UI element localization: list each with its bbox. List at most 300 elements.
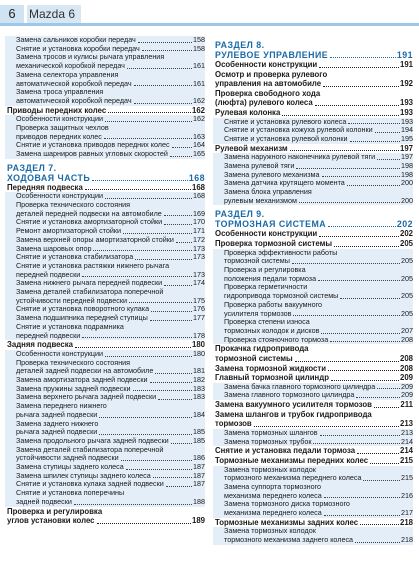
toc-page-number: 173 bbox=[193, 243, 205, 253]
dot-leader bbox=[155, 373, 192, 374]
toc-page-number: 182 bbox=[193, 374, 205, 384]
toc-subentry bbox=[5, 262, 205, 279]
toc-entry-text: задней подвески bbox=[16, 496, 72, 506]
toc-page-number: 208 bbox=[401, 334, 413, 344]
toc-entry-text: Замена датчика крутящего момента bbox=[224, 178, 345, 188]
dot-leader bbox=[105, 198, 192, 199]
dot-leader bbox=[93, 250, 192, 251]
dot-leader bbox=[356, 397, 400, 398]
toc-page-number: 183 bbox=[193, 383, 205, 393]
toc-page-number: 216 bbox=[401, 490, 413, 500]
toc-entry-text: Проверка работы вакуумного bbox=[224, 299, 323, 309]
dot-leader bbox=[134, 85, 192, 86]
toc-entry-text: Снятие и установка стабилизатора bbox=[16, 252, 134, 262]
dot-leader bbox=[150, 320, 192, 321]
toc-page-number: 193 bbox=[399, 107, 413, 117]
toc-page-number: 168 bbox=[188, 172, 205, 183]
toc-entry-text: Особенности конструкции bbox=[16, 191, 104, 201]
toc-section-heading bbox=[5, 163, 205, 183]
dot-leader bbox=[82, 337, 192, 338]
toc-subentry bbox=[213, 466, 413, 483]
toc-entry-text: тормозной системы bbox=[215, 354, 293, 363]
toc-page-number: 177 bbox=[193, 313, 205, 323]
toc-entry-text: Замена тросов и кулисы рычага управления bbox=[16, 52, 165, 62]
toc-chapter-entry bbox=[213, 446, 413, 456]
toc-chapter-entry bbox=[5, 507, 205, 526]
dot-leader bbox=[330, 341, 400, 342]
toc-entry-text: Особенности конструкции bbox=[215, 229, 318, 239]
dot-leader bbox=[313, 443, 400, 444]
toc-chapter-entry bbox=[213, 70, 413, 89]
toc-page-number: 161 bbox=[193, 78, 205, 88]
toc-page-number: 198 bbox=[401, 169, 413, 179]
dot-leader bbox=[321, 333, 400, 334]
toc-entry-text: Проверка технического состояния bbox=[16, 200, 131, 210]
dot-leader bbox=[377, 159, 400, 160]
toc-entry-text: Проверка свободного хода bbox=[215, 88, 321, 98]
toc-entry-text: тормозного механизма переднего колеса bbox=[224, 473, 362, 483]
toc-entry-text: Прокачка гидропривода bbox=[215, 344, 309, 354]
toc-page-number: 205 bbox=[401, 291, 413, 301]
toc-entry-text: РАЗДЕЛ 9. bbox=[215, 209, 265, 220]
toc-subentry bbox=[213, 336, 413, 345]
toc-subentry bbox=[213, 266, 413, 283]
toc-page-number: 198 bbox=[401, 160, 413, 170]
toc-subentry bbox=[5, 53, 205, 70]
toc-entry-text: Проверка тормозной системы bbox=[215, 239, 333, 249]
toc-entry-text: тормозных колодок и дисков bbox=[224, 326, 320, 335]
toc-entry-text: Замена шаровых опор bbox=[16, 243, 92, 253]
toc-entry-text: положения педали тормоза bbox=[224, 273, 317, 283]
toc-page-number: 202 bbox=[396, 219, 413, 230]
toc-entry-text: тормозной системы bbox=[224, 256, 290, 266]
toc-chapter-entry bbox=[213, 89, 413, 108]
toc-page-number: 208 bbox=[399, 354, 413, 363]
dot-leader bbox=[320, 435, 400, 436]
toc-entry-text: Замена амортизатора задней подвески bbox=[16, 374, 148, 384]
toc-subentry bbox=[5, 323, 205, 340]
toc-page-number: 200 bbox=[401, 178, 413, 188]
toc-entry-text: Замена продольного рычага задней подвески bbox=[16, 435, 169, 445]
toc-page-number: 183 bbox=[193, 392, 205, 402]
dot-leader bbox=[295, 361, 399, 362]
toc-subentry bbox=[5, 446, 205, 463]
toc-entry-text: Замена ступицы заднего колеса bbox=[16, 462, 124, 472]
toc-page-number: 173 bbox=[193, 252, 205, 262]
toc-entry-text: Замена вакуумного усилителя тормозов bbox=[215, 400, 372, 410]
toc-page-number: 178 bbox=[193, 330, 205, 340]
toc-entry-text: усилителя тормозов bbox=[224, 308, 292, 318]
toc-entry-text: Снятие и установка растяжки нижнего рычага bbox=[16, 260, 170, 270]
toc-page-number: 208 bbox=[399, 363, 413, 373]
dot-leader bbox=[92, 180, 188, 181]
dot-leader bbox=[135, 259, 192, 260]
toc-page-number: 158 bbox=[193, 35, 205, 44]
dot-leader bbox=[347, 185, 400, 186]
toc-page-number: 202 bbox=[399, 229, 413, 239]
toc-entry-text: Замена деталей стабилизатора поперечной bbox=[16, 444, 164, 454]
toc-page-number: 215 bbox=[401, 473, 413, 483]
dot-leader bbox=[290, 150, 399, 151]
toc-entry-text: автоматической коробкой передач bbox=[16, 95, 132, 105]
dot-leader bbox=[142, 50, 192, 51]
toc-entry-text: ТОРМОЗНАЯ СИСТЕМА bbox=[215, 219, 327, 230]
toc-entry-text: Замена тормозных трубок bbox=[224, 436, 312, 446]
toc-entry-text: устойчивости передней подвески bbox=[16, 295, 128, 305]
toc-entry-text: Особенности конструкции bbox=[215, 60, 318, 69]
toc-entry-text: Замена наружного наконечника рулевой тяги bbox=[224, 152, 376, 162]
toc-subentry bbox=[5, 88, 205, 105]
toc-entry-text: Проверка герметичности bbox=[224, 282, 308, 292]
toc-page-number: 185 bbox=[193, 435, 205, 445]
toc-entry-text: Замена верхней опоры амортизаторной стойки bbox=[16, 234, 174, 244]
toc-chapter-entry bbox=[213, 344, 413, 363]
toc-subentry bbox=[213, 527, 413, 544]
dot-leader bbox=[85, 189, 191, 190]
dot-leader bbox=[323, 86, 399, 87]
toc-page-number: 180 bbox=[193, 348, 205, 358]
toc-subentry bbox=[5, 489, 205, 506]
toc-page-number: 214 bbox=[401, 436, 413, 446]
toc-entry-text: Замена верхнего рычага задней подвески bbox=[16, 392, 157, 402]
dot-leader bbox=[166, 486, 192, 487]
toc-entry-text: Проверка стояночного тормоза bbox=[224, 334, 329, 344]
dot-leader bbox=[348, 123, 400, 124]
toc-page-number: 171 bbox=[193, 226, 205, 236]
toc-entry-text: Проверка эффективности работы bbox=[224, 247, 338, 257]
toc-page-number: 162 bbox=[193, 95, 205, 105]
toc-entry-text: Снятие и установка подрамника bbox=[16, 321, 124, 331]
toc-entry-text: Передняя подвеска bbox=[7, 182, 83, 192]
dot-leader bbox=[74, 504, 192, 505]
toc-subentry bbox=[213, 483, 413, 500]
dot-leader bbox=[357, 453, 399, 454]
toc-page-number: 184 bbox=[193, 409, 205, 419]
dot-leader bbox=[164, 285, 192, 286]
toc-page-number: 209 bbox=[401, 381, 413, 391]
toc-page-number: 214 bbox=[399, 446, 413, 456]
toc-entry-text: Замена тормозных колодок bbox=[224, 464, 316, 474]
dot-leader bbox=[318, 280, 400, 281]
dot-leader bbox=[322, 176, 401, 177]
toc-page-number: 213 bbox=[399, 419, 413, 429]
toc-page-number: 205 bbox=[401, 273, 413, 283]
toc-entry-text: передней подвески bbox=[16, 330, 81, 340]
toc-page-number: 217 bbox=[401, 508, 413, 518]
toc-entry-text: Замена троса управления bbox=[16, 87, 104, 97]
toc-page-number: 209 bbox=[399, 373, 413, 383]
toc-entry-text: Замена тормозного диска тормозного bbox=[224, 499, 350, 509]
toc-page-number: 170 bbox=[193, 217, 205, 227]
toc-entry-text: Замена тормозных шлангов bbox=[224, 427, 318, 437]
toc-entry-text: механизма переднего колеса bbox=[224, 490, 322, 500]
dot-leader bbox=[133, 390, 192, 391]
toc-entry-text: Ремонт амортизаторной стойки bbox=[16, 226, 122, 236]
toc-entry-text: Замена шпилек ступицы заднего колеса bbox=[16, 470, 151, 480]
toc-page-number: 162 bbox=[191, 105, 205, 115]
toc-page-number: 191 bbox=[399, 60, 413, 69]
toc-entry-text: ХОДОВАЯ ЧАСТЬ bbox=[7, 172, 91, 183]
toc-page-number: 173 bbox=[193, 269, 205, 279]
dot-leader bbox=[121, 460, 192, 461]
toc-entry-text: Снятие и установка кулака задней подвески bbox=[16, 479, 164, 489]
toc-entry-text: Снятие и установка педали тормоза bbox=[215, 446, 356, 456]
toc-subentry bbox=[213, 318, 413, 335]
toc-entry-text: Снятие и установка рулевого колеса bbox=[224, 116, 347, 126]
toc-subentry bbox=[5, 402, 205, 419]
dot-leader bbox=[158, 399, 192, 400]
toc-subentry bbox=[213, 301, 413, 318]
toc-page-number: 195 bbox=[401, 133, 413, 143]
toc-subentry bbox=[5, 201, 205, 218]
toc-page-number: 185 bbox=[193, 427, 205, 437]
dot-leader bbox=[153, 477, 192, 478]
toc-page-number: 165 bbox=[193, 149, 205, 159]
toc-entry-text: Замена сальников коробки передач bbox=[16, 35, 136, 44]
dot-leader bbox=[331, 380, 399, 381]
toc-right-column bbox=[213, 36, 413, 545]
dot-leader bbox=[150, 382, 192, 383]
dot-leader bbox=[126, 469, 192, 470]
dot-leader bbox=[324, 515, 400, 516]
dot-leader bbox=[129, 302, 192, 303]
toc-entry-text: Замена рулевого механизма bbox=[224, 169, 320, 179]
toc-subentry bbox=[5, 124, 205, 141]
toc-entry-text: Замена суппорта тормозного bbox=[224, 481, 322, 491]
toc-entry-text: деталей передней подвески на автомобиле bbox=[16, 208, 162, 218]
toc-entry-text: РУЛЕВОЕ УПРАВЛЕНИЕ bbox=[215, 50, 329, 60]
toc-page-number: 174 bbox=[193, 278, 205, 288]
toc-entry-text: углов установки колес bbox=[7, 516, 95, 526]
page-header bbox=[0, 0, 419, 28]
toc-chapter-entry bbox=[213, 364, 413, 374]
toc-entry-text: Проверка и регулировка bbox=[224, 265, 306, 275]
toc-entry-text: Замена пружины задней подвески bbox=[16, 383, 131, 393]
dot-leader bbox=[296, 168, 400, 169]
toc-entry-text: Проверка технического состояния bbox=[16, 357, 131, 367]
toc-entry-text: приводов передних колес bbox=[16, 131, 102, 141]
toc-entry-text: Проверка степени износа bbox=[224, 317, 310, 327]
dot-leader bbox=[319, 236, 399, 237]
toc-page-number: 158 bbox=[193, 43, 205, 53]
toc-page-number: 172 bbox=[193, 234, 205, 244]
toc-page-number: 194 bbox=[401, 125, 413, 135]
toc-page-number: 169 bbox=[193, 208, 205, 218]
toc-entry-text: рычага задней подвески bbox=[16, 427, 98, 437]
toc-entry-text: тормозного механизма заднего колеса bbox=[224, 535, 354, 545]
toc-page-number: 193 bbox=[401, 116, 413, 126]
toc-page-number: 163 bbox=[193, 131, 205, 141]
toc-entry-text: Замена блока управления bbox=[224, 187, 312, 197]
toc-entry-text: Тормозные механизмы передних колес bbox=[215, 455, 369, 465]
toc-entry-text: Снятие и установка амортизаторной стойки bbox=[16, 217, 163, 227]
toc-subentry bbox=[213, 135, 413, 144]
dot-leader bbox=[282, 115, 399, 116]
dot-leader bbox=[105, 356, 192, 357]
toc-entry-text: Проверка защитных чехлов bbox=[16, 122, 109, 132]
toc-page-number: 197 bbox=[401, 152, 413, 162]
book-title: Mazda 6 bbox=[27, 5, 81, 23]
toc-entry-text: Рулевой механизм bbox=[215, 143, 288, 153]
toc-section-heading bbox=[213, 209, 413, 229]
toc-page-number: 218 bbox=[401, 535, 413, 545]
toc-entry-text: Снятие и установка поворотного кулака bbox=[16, 304, 150, 314]
toc-page-number: 209 bbox=[401, 390, 413, 400]
toc-entry-text: Замена шлангов и трубок гидропривода bbox=[215, 409, 372, 419]
toc-entry-text: Тормозные механизмы задних колес bbox=[215, 517, 359, 527]
toc-entry-text: Замена деталей стабилизатора поперечной bbox=[16, 287, 164, 297]
toc-entry-text: Замена главного тормозного цилиндра bbox=[224, 390, 355, 400]
dot-leader bbox=[340, 298, 400, 299]
toc-entry-text: передней подвески bbox=[16, 269, 81, 279]
toc-page-number: 168 bbox=[193, 191, 205, 201]
toc-entry-text: Снятие и установка коробки передач bbox=[16, 43, 140, 53]
toc-page-number: 189 bbox=[191, 516, 205, 526]
toc-page-number: 197 bbox=[399, 143, 413, 153]
dot-leader bbox=[99, 434, 192, 435]
toc-entry-text: Главный тормозной цилиндр bbox=[215, 373, 329, 383]
dot-leader bbox=[123, 233, 192, 234]
toc-chapter-entry bbox=[213, 60, 413, 70]
dot-leader bbox=[171, 443, 192, 444]
toc-page-number: 191 bbox=[396, 50, 413, 60]
dot-leader bbox=[134, 103, 192, 104]
dot-leader bbox=[104, 138, 192, 139]
toc-subentry bbox=[5, 420, 205, 437]
dot-leader bbox=[328, 226, 396, 227]
toc-entry-text: Замена тормозных колодок bbox=[224, 526, 316, 536]
dot-leader bbox=[319, 67, 399, 68]
toc-entry-text: механической коробкой передач bbox=[16, 61, 125, 71]
toc-subentry bbox=[213, 500, 413, 517]
toc-entry-text: тормозов bbox=[215, 419, 252, 429]
dot-leader bbox=[299, 202, 400, 203]
toc-subentry bbox=[5, 150, 205, 159]
dot-leader bbox=[151, 311, 192, 312]
dot-leader bbox=[377, 388, 400, 389]
toc-entry-text: РАЗДЕЛ 7. bbox=[7, 162, 57, 173]
toc-section-heading bbox=[213, 40, 413, 60]
toc-entry-text: РАЗДЕЛ 8. bbox=[215, 40, 265, 50]
toc-page-number: 180 bbox=[191, 340, 205, 350]
dot-leader bbox=[75, 347, 191, 348]
toc-page-number: 187 bbox=[193, 470, 205, 480]
toc-entry-text: Снятие и установка поперечины bbox=[16, 488, 125, 498]
toc-page-number: 213 bbox=[401, 427, 413, 437]
dot-leader bbox=[375, 132, 400, 133]
dot-leader bbox=[164, 215, 192, 216]
toc-entry-text: механизма переднего колеса bbox=[224, 508, 322, 518]
toc-page-number: 164 bbox=[193, 140, 205, 150]
toc-chapter-entry bbox=[213, 400, 413, 410]
toc-left-column bbox=[5, 36, 205, 526]
toc-page-number: 193 bbox=[399, 98, 413, 108]
toc-page-number: 218 bbox=[399, 517, 413, 527]
toc-subentry bbox=[5, 71, 205, 88]
toc-page-number: 188 bbox=[193, 496, 205, 506]
dot-leader bbox=[105, 121, 192, 122]
toc-entry-text: Замена рулевой тяги bbox=[224, 160, 295, 170]
toc-entry-text: деталей задней подвески на автомобиле bbox=[16, 366, 154, 376]
toc-page-number: 192 bbox=[399, 79, 413, 89]
toc-entry-text: Особенности конструкции bbox=[16, 114, 104, 124]
toc-page-number: 161 bbox=[193, 61, 205, 71]
toc-page-number: 187 bbox=[193, 462, 205, 472]
dot-leader bbox=[330, 57, 396, 58]
toc-entry-text: Замена подшипника передней ступицы bbox=[16, 313, 148, 323]
dot-leader bbox=[370, 463, 399, 464]
dot-leader bbox=[315, 105, 399, 106]
toc-page-number: 200 bbox=[401, 195, 413, 205]
toc-subentry bbox=[213, 391, 413, 400]
toc-entry-text: Снятие и установка приводов передних колес bbox=[16, 140, 170, 150]
toc-page-number: 205 bbox=[401, 308, 413, 318]
dot-leader bbox=[138, 42, 192, 43]
header-rule bbox=[0, 23, 419, 26]
dot-leader bbox=[172, 147, 192, 148]
toc-subentry bbox=[5, 359, 205, 376]
dot-leader bbox=[108, 112, 191, 113]
toc-chapter-entry bbox=[213, 410, 413, 429]
toc-page-number: 211 bbox=[400, 400, 413, 410]
dot-leader bbox=[374, 407, 400, 408]
toc-entry-text: Задняя подвеска bbox=[7, 340, 73, 350]
dot-leader bbox=[334, 246, 399, 247]
dot-leader bbox=[254, 426, 399, 427]
toc-entry-text: Приводы передних колес bbox=[7, 105, 107, 115]
dot-leader bbox=[99, 417, 192, 418]
toc-entry-text: рулевым механизмом bbox=[224, 195, 297, 205]
dot-leader bbox=[324, 497, 400, 498]
dot-leader bbox=[355, 542, 400, 543]
toc-entry-text: Замена шарниров равных угловых скоростей bbox=[16, 149, 168, 159]
dot-leader bbox=[328, 370, 399, 371]
toc-entry-text: (люфта) рулевого колеса bbox=[215, 98, 313, 108]
toc-page-number: 215 bbox=[399, 455, 413, 465]
dot-leader bbox=[360, 524, 399, 525]
toc-entry-text: Замена заднего нижнего bbox=[16, 418, 99, 428]
dot-leader bbox=[363, 480, 400, 481]
dot-leader bbox=[350, 141, 400, 142]
toc-page-number: 205 bbox=[399, 239, 413, 249]
toc-page-number: 187 bbox=[193, 479, 205, 489]
toc-subentry bbox=[213, 438, 413, 447]
toc-entry-text: Замена тормозной жидкости bbox=[215, 363, 326, 373]
toc-entry-text: Замена нижнего рычага передней подвески bbox=[16, 278, 163, 288]
toc-page-number: 181 bbox=[193, 366, 205, 376]
toc-page-number: 162 bbox=[193, 114, 205, 124]
toc-entry-text: Проверка и регулировка bbox=[7, 506, 103, 516]
toc-entry-text: Рулевая колонка bbox=[215, 107, 281, 117]
toc-page-number: 168 bbox=[191, 182, 205, 192]
toc-subentry bbox=[213, 188, 413, 205]
dot-leader bbox=[176, 242, 192, 243]
dot-leader bbox=[292, 263, 400, 264]
toc-entry-text: Замена бачка главного тормозного цилиндра bbox=[224, 381, 376, 391]
toc-subentry bbox=[5, 288, 205, 305]
toc-entry-text: управления на автомобиле bbox=[215, 79, 322, 89]
dot-leader bbox=[97, 523, 191, 524]
dot-leader bbox=[127, 68, 192, 69]
page-number: 6 bbox=[0, 5, 24, 23]
toc-page-number: 176 bbox=[193, 304, 205, 314]
toc-page-number: 186 bbox=[193, 453, 205, 463]
toc-chapter-entry bbox=[213, 229, 413, 239]
dot-leader bbox=[293, 315, 400, 316]
toc-entry-text: Осмотр и проверка рулевого bbox=[215, 69, 328, 79]
toc-entry-text: устойчивости задней подвески bbox=[16, 453, 119, 463]
toc-entry-text: рычага задней подвески bbox=[16, 409, 98, 419]
